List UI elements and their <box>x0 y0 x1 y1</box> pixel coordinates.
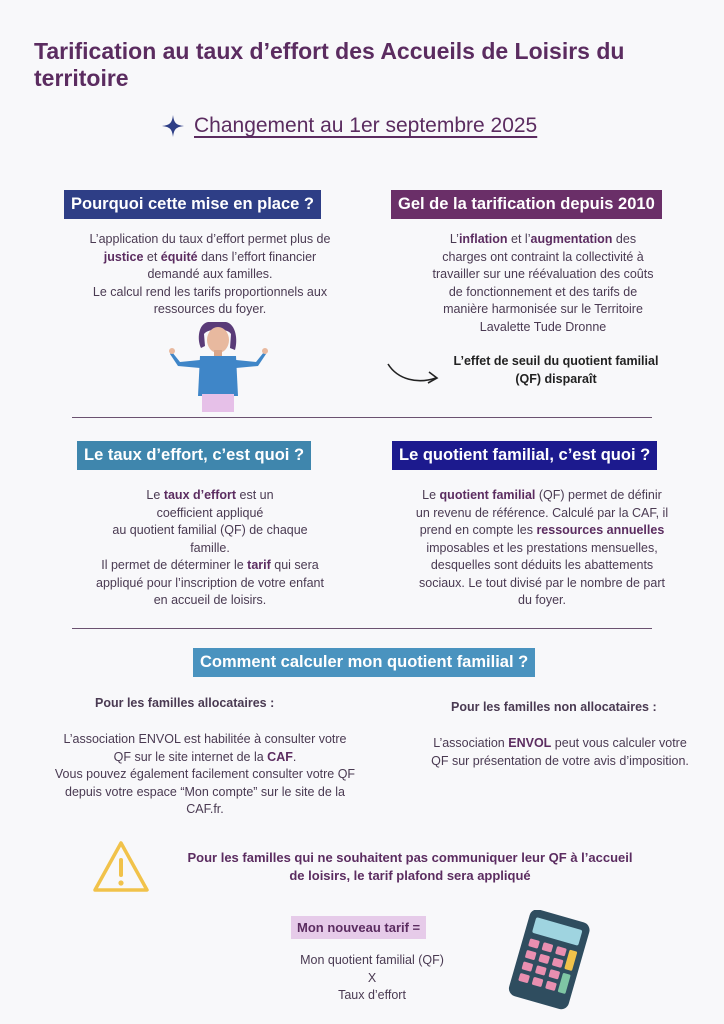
divider <box>72 417 652 418</box>
formula-text: Mon quotient familial (QF) X Taux d’effort <box>300 953 444 1002</box>
why-text: L’application du taux d’effort permet plus de justice et équité dans l’effort financier demandé aux familles. Le calcul rend les tarifs proportionnels aux ressources du foyer. <box>89 232 331 316</box>
why-heading: Pourquoi cette mise en place ? <box>64 190 321 219</box>
non-alloc-text: L’association ENVOL peut vous calculer votre QF sur présentation de votre avis d’imposition. <box>431 736 689 768</box>
non-alloc-heading: Pour les familles non allocataires : <box>451 700 657 714</box>
alloc-text: L’association ENVOL est habilitée à consulter votre QF sur le site internet de la CAF. Vous pouvez également facilement consulter votre QF depuis votre espace “Mon compte” sur le site de la CAF.fr. <box>54 732 356 816</box>
effort-heading: Le taux d’effort, c’est quoi ? <box>77 441 311 470</box>
shrugging-person-illustration <box>168 318 274 414</box>
qf-heading: Le quotient familial, c’est quoi ? <box>392 441 657 470</box>
effort-text: Le taux d’effort est un coefficient appliqué au quotient familial (QF) de chaque famille. Il permet de déterminer le tarif qui sera appliqué pour l’inscription de votre enfant en accueil de loisirs. <box>96 488 324 607</box>
alloc-heading: Pour les familles allocataires : <box>95 696 275 710</box>
freeze-heading: Gel de la tarification depuis 2010 <box>391 190 662 219</box>
calculator-icon <box>494 910 602 1010</box>
sparkle-icon <box>162 115 184 137</box>
subtitle <box>162 114 537 138</box>
freeze-text: L’inflation et l’augmentation des charges ont contraint la collectivité à travailler sur une réévaluation des coûts de fonctionnement et des tarifs de manière harmonisée sur le Territoire Lavalette Tude Dronne <box>432 232 654 334</box>
calc-heading: Comment calculer mon quotient familial ? <box>193 648 535 677</box>
new-price-label: Mon nouveau tarif = <box>291 916 426 939</box>
divider <box>72 628 652 629</box>
qf-text: Le quotient familial (QF) permet de définir un revenu de référence. Calculé par la CAF, il prend en compte les ressources annuelles imposables et les prestations mensuelles, desquelles sont déduits les abattements sociaux. Le tout divisé par le nombre de part du foyer. <box>415 488 669 607</box>
warning-icon <box>92 840 150 894</box>
subtitle-text: Changement au 1er septembre 2025 <box>194 114 538 137</box>
page-title: Tarification au taux d’effort des Accueils de Loisirs du territoire <box>34 38 625 91</box>
threshold-note: L’effet de seuil du quotient familial (QF) disparaît <box>453 354 659 386</box>
warning-text: Pour les familles qui ne souhaitent pas communiquer leur QF à l’accueil de loisirs, le tarif plafond sera appliqué <box>187 850 633 883</box>
